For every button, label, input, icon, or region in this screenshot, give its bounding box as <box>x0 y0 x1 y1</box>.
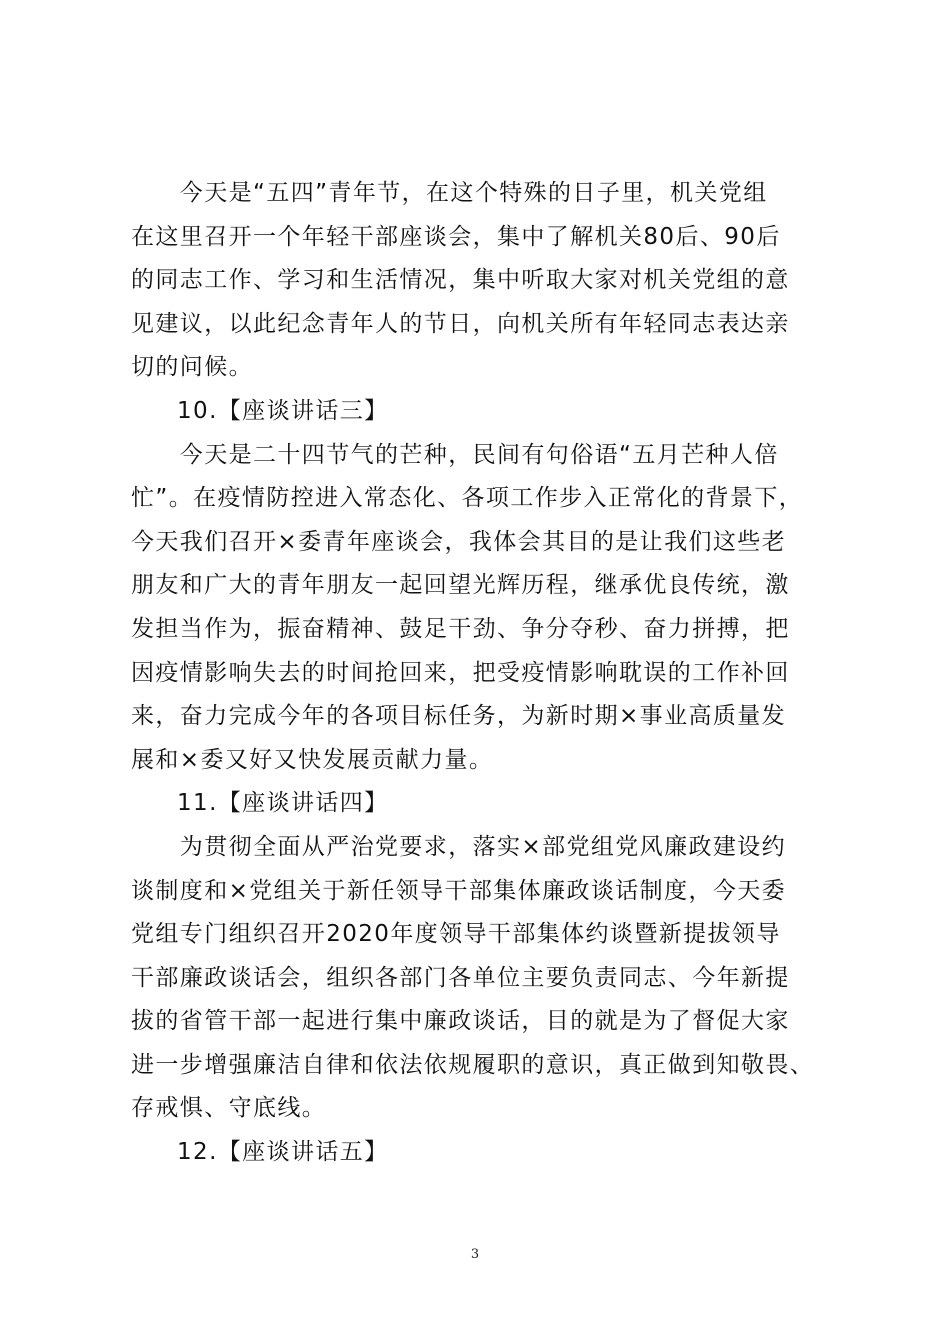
text-line: 忙”。在疫情防控进入常态化、各项工作步入正常化的背景下， <box>131 485 804 512</box>
text-line: 今天是“五四”青年节，在这个特殊的日子里，机关党组 <box>131 180 768 206</box>
text-line: 今天我们召开×委青年座谈会，我体会其目的是让我们这些老 <box>131 528 787 555</box>
paragraph-integrity-talk <box>131 826 843 1131</box>
text-line: 进一步增强廉洁自律和依法依规履职的意识，真正做到知敬畏、 <box>131 1051 815 1078</box>
text-line: 在这里召开一个年轻干部座谈会，集中了解机关80后、90后 <box>131 223 781 250</box>
text-line: 因疫情影响失去的时间抢回来，把受疫情影响耽误的工作补回 <box>131 659 790 686</box>
text-line: 发担当作为，振奋精神、鼓足干劲、争分夺秒、奋力拼搏，把 <box>131 615 790 642</box>
text-line: 谈制度和×党组关于新任领导干部集体廉政谈话制度，今天委 <box>131 877 787 904</box>
text-line: 的同志工作、学习和生活情况，集中听取大家对机关党组的意 <box>131 267 790 294</box>
paragraph-grain-in-ear <box>131 434 843 783</box>
text-line: 见建议，以此纪念青年人的节日，向机关所有年轻同志表达亲 <box>131 310 790 337</box>
text-line: 朋友和广大的青年朋友一起回望光辉历程，继承优良传统，激 <box>131 572 790 599</box>
text-line: 切的问候。 <box>131 354 253 381</box>
text-line: 为贯彻全面从严治党要求，落实×部党组党风廉政建设约 <box>131 833 787 860</box>
page-number: 3 <box>470 1247 480 1262</box>
section-heading-11: 11.【座谈讲话四】 <box>177 790 389 817</box>
text-line: 干部廉政谈话会，组织各部门各单位主要负责同志、今年新提 <box>131 964 790 991</box>
text-line: 来，奋力完成今年的各项目标任务，为新时期×事业高质量发 <box>131 703 787 730</box>
text-line: 展和×委又好又快发展贡献力量。 <box>131 746 494 773</box>
text-line: 党组专门组织召开2020年度领导干部集体约谈暨新提拔领导 <box>131 921 781 948</box>
document-body <box>131 172 843 1175</box>
text-line: 拔的省管干部一起进行集中廉政谈话，目的就是为了督促大家 <box>131 1008 790 1035</box>
text-line: 存戒惧、守底线。 <box>131 1095 327 1122</box>
section-heading-12: 12.【座谈讲话五】 <box>177 1139 389 1166</box>
text-line: 今天是二十四节气的芒种，民间有句俗语“五月芒种人倍 <box>131 441 779 468</box>
section-heading-10: 10.【座谈讲话三】 <box>177 397 389 424</box>
paragraph-youth-day <box>131 172 843 390</box>
